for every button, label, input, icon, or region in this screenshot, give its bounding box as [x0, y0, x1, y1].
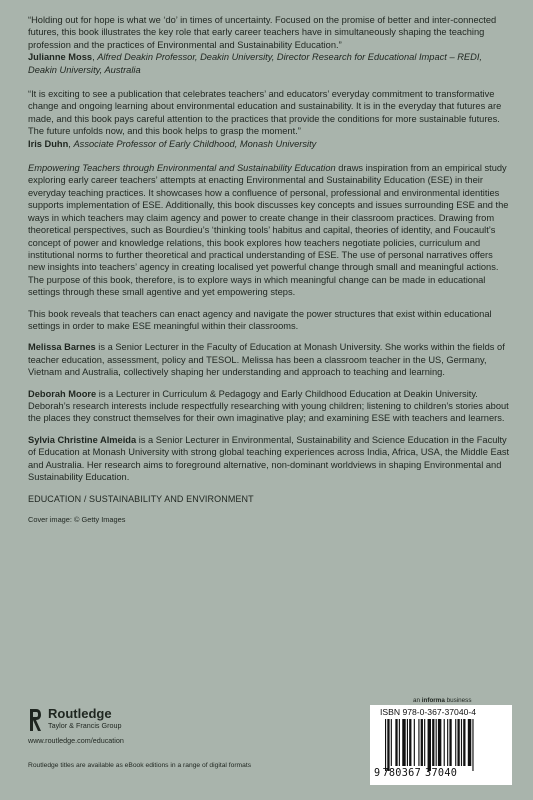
barcode-bar	[424, 719, 425, 766]
subject-category: EDUCATION / SUSTAINABILITY AND ENVIRONMENT	[28, 494, 254, 505]
publisher-url: www.routledge.com/education	[28, 736, 124, 745]
endorsement-attribution-1: Julianne Moss, Alfred Deakin Professor, Deakin University, Director Research for Educational Impact – REDI, Deakin University, Australia	[28, 52, 483, 75]
book-title-italic: Empowering Teachers through Environmental and Sustainability Education	[28, 163, 336, 174]
barcode-bar	[428, 719, 431, 771]
barcode-bar	[472, 719, 473, 771]
endorser-affiliation-1: Alfred Deakin Professor, Deakin University, Director Research for Educational Impact – REDI, Deakin University, Australia	[28, 52, 483, 75]
isbn-barcode	[370, 705, 512, 785]
barcode-bar	[463, 719, 465, 766]
barcode-bar	[387, 719, 389, 771]
book-summary: This book reveals that teachers can enact agency and navigate the power structures that exist within educational settings in order to make ESE meaningful within their classrooms.	[28, 308, 492, 331]
barcode-bar	[421, 719, 423, 766]
publisher-logo	[28, 707, 124, 733]
publisher-block	[28, 707, 124, 745]
author-name-3: Sylvia Christine Almeida	[28, 434, 137, 445]
barcode-bar	[407, 719, 408, 766]
barcode-bar	[455, 719, 456, 766]
author-bio-text-2: is a Lecturer in Curriculum & Pedagogy and Early Childhood Education at Deakin University. Deborah’s research interests include respectfully researching with young children; listening to children’s stories about the places they construct themselves for their own imaginative play; and examining ESE with teachers and learners.	[28, 388, 509, 424]
back-cover-text	[28, 14, 510, 526]
barcode-bar	[402, 719, 405, 766]
informa-business-label: an informa business	[413, 697, 472, 704]
barcode-bar	[418, 719, 419, 766]
barcode-bar	[438, 719, 441, 766]
routledge-r-logo-icon	[28, 707, 43, 733]
barcode-bar	[447, 719, 448, 766]
author-name-2: Deborah Moore	[28, 388, 97, 399]
informa-brand: informa	[421, 697, 445, 704]
barcode-bar	[414, 719, 415, 766]
isbn-label: ISBN 978-0-367-37040-4	[380, 707, 477, 717]
barcode-digits: 9 780367 37040	[374, 768, 458, 779]
author-bio-1	[28, 341, 510, 378]
endorsement-quote-1: “Holding out for hope is what we ‘do’ in times of uncertainty. Focused on the promise of better and inter-connected futures, this book illustrates the key role that early career teachers have in simultaneously shaping the teaching profession and the practices of Environmental and Sustainability Education.”	[28, 15, 497, 50]
endorser-name-2: Iris Duhn	[28, 138, 69, 149]
barcode-bar	[432, 719, 434, 766]
author-bio-2	[28, 388, 510, 425]
barcode-bar	[436, 719, 437, 766]
author-name-1: Melissa Barnes	[28, 342, 96, 353]
book-description	[28, 162, 510, 298]
barcode-bar	[395, 719, 397, 766]
barcode-bar	[409, 719, 411, 766]
publisher-name-block	[48, 708, 122, 732]
author-bio-text-1: is a Senior Lecturer in the Faculty of Education at Monash University. She works within the fields of teacher education, assessment, policy and TESOL. Melissa has been a classroom teacher in the US, Germany, Vietnam and Australia, collectively shaping her understanding and approach to teaching and learning.	[28, 342, 505, 378]
barcode-bar	[457, 719, 459, 766]
author-bio-3	[28, 434, 510, 484]
barcode-bar	[391, 719, 392, 766]
barcode-bar	[399, 719, 400, 766]
endorser-affiliation-2: Associate Professor of Early Childhood, Monash University	[73, 138, 317, 149]
endorsement-quote-2: “It is exciting to see a publication that celebrates teachers’ and educators’ everyday commitment to transformative change and ongoing learning about environmental education and sustainability. It is in the everyday that futures are made, and this book pays careful attention to the practices that provide the conditions for more sustainable futures. The future unfolds now, and this book helps to grasp the moment.”	[28, 89, 502, 137]
endorser-name-1: Julianne Moss	[28, 52, 93, 63]
endorsement-attribution-2: Iris Duhn, Associate Professor of Early Childhood, Monash University	[28, 138, 317, 149]
author-bio-text-3: is a Senior Lecturer in Environmental, Sustainability and Science Education in the Faculty of Education at Monash University with strong global teaching experiences across India, Africa, USA, the Middle East and Australia. Her research aims to foreground alternative, non-dominant worldviews in shaping Environmental and Sustainability Education.	[28, 434, 510, 482]
barcode-bar	[449, 719, 451, 766]
barcode-bar	[468, 719, 471, 766]
barcode-bar	[444, 719, 445, 766]
publisher-name: Routledge	[48, 706, 112, 721]
ebook-note: Routledge titles are available as eBook editions in a range of digital formats	[28, 762, 252, 769]
barcode-bar	[461, 719, 462, 766]
book-description-body: draws inspiration from an empirical study exploring early career teachers’ attempts at enacting Environmental and Sustainability Education (ESE) in their everyday teaching practices. It showcases how a confluence of personal, professional and environmental identities supports implementation of ESE. Additionally, this book discusses key concepts and issues surrounding ESE and the ways in which teachers may claim agency and power to create change in their classroom practices. Drawing from theoretical perspectives, such as Bourdieu’s ‘thinking tools’ habitus and capital, theories of identity, and Foucault’s concept of power and knowledge relations, this book explores how teachers negotiate policies, curriculum and institutional norms to further theoretical and practical understanding of ESE. The use of personal narratives offers new insights into teachers’ agency in creating localised yet powerful change through small and meaningful actions. The purpose of this book, therefore, is to explore ways in which meaningful change can be made in educational settings through these small agentive and yet empowering steps.	[28, 163, 509, 298]
barcode-bars	[385, 719, 505, 771]
cover-image-credit: Cover image: © Getty Images	[28, 514, 126, 524]
publisher-group: Taylor & Francis Group	[48, 721, 122, 730]
barcode-bar	[385, 719, 386, 771]
